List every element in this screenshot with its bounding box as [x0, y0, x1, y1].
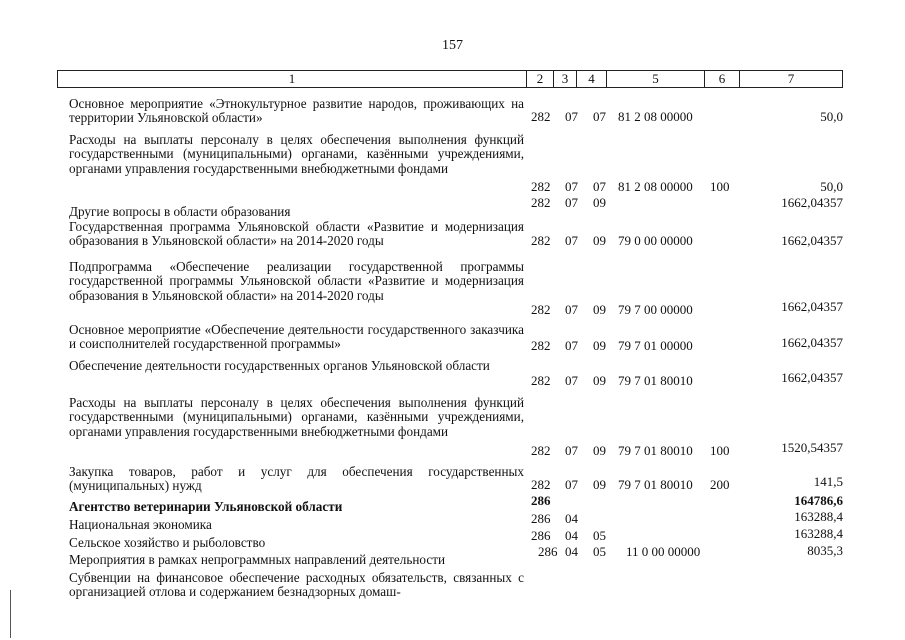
row-description: Основное мероприятие «Этнокультурное развитие народов, проживающих на территории Ульяновской области»: [69, 96, 524, 126]
row-code-section: 07: [565, 443, 578, 458]
row-code-target: 79 0 00 00000: [618, 233, 693, 248]
header-col-4: 4: [588, 71, 595, 86]
row-amount: 8035,3: [807, 543, 843, 558]
row-code-admin: 282: [531, 302, 551, 317]
row-description: Мероприятия в рамках непрограммных направлений деятельности: [69, 552, 446, 567]
row-code-target: 11 0 00 00000: [626, 544, 701, 559]
row-description: Агентство ветеринарии Ульяновской области: [69, 499, 343, 514]
row-code-admin: 286: [531, 528, 551, 543]
row-code-subsection: 05: [593, 544, 606, 559]
row-code-subsection: 07: [593, 179, 606, 194]
row-code-target: 79 7 01 80010: [618, 373, 693, 388]
row-description: Расходы на выплаты персоналу в целях обеспечения выполнения функций государственными (муниципальными) органами, казёнными учреждениями, органами управления государственными внебюджетными фондами: [69, 395, 524, 439]
row-code-section: 07: [565, 195, 578, 210]
row-description: Расходы на выплаты персоналу в целях обеспечения выполнения функций государственными (муниципальными) органами, казёнными учреждениями, органами управления государственными внебюджетными фондами: [69, 132, 524, 176]
row-code-subsection: 09: [593, 338, 606, 353]
row-amount: 1662,04357: [781, 299, 843, 314]
row-amount: 141,5: [813, 474, 843, 489]
table-header: [57, 70, 843, 88]
row-code-subsection: 09: [593, 302, 606, 317]
row-amount: 1662,04357: [781, 195, 843, 210]
row-description: Национальная экономика: [69, 517, 212, 532]
row-code-subsection: 05: [593, 528, 606, 543]
row-code-subsection: 09: [593, 477, 606, 492]
row-amount: 164786,6: [794, 493, 843, 508]
row-code-expense-type: 200: [710, 477, 730, 492]
row-code-target: 79 7 01 80010: [618, 477, 693, 492]
row-code-subsection: 09: [593, 233, 606, 248]
row-amount: 50,0: [820, 179, 843, 194]
row-code-section: 07: [565, 179, 578, 194]
row-code-section: 07: [565, 373, 578, 388]
row-code-section: 07: [565, 302, 578, 317]
row-code-admin: 282: [531, 233, 551, 248]
row-amount: 163288,4: [794, 509, 843, 524]
row-code-admin: 286: [531, 493, 551, 508]
header-col-1: 1: [288, 71, 296, 86]
row-code-admin: 286: [538, 544, 558, 559]
row-code-expense-type: 100: [710, 179, 730, 194]
row-code-admin: 282: [531, 179, 551, 194]
header-col-6: 6: [718, 71, 726, 86]
row-code-admin: 282: [531, 477, 551, 492]
row-code-admin: 282: [531, 109, 551, 124]
row-code-section: 04: [565, 528, 578, 543]
row-code-target: 81 2 08 00000: [618, 109, 693, 124]
row-code-section: 07: [565, 338, 578, 353]
header-col-7: 7: [787, 71, 795, 86]
row-code-subsection: 09: [593, 373, 606, 388]
row-amount: 1662,04357: [781, 370, 843, 385]
row-description: Основное мероприятие «Обеспечение деятельности государственного заказчика и соисполнителей государственной программы»: [69, 322, 524, 352]
row-code-target: 81 2 08 00000: [618, 179, 693, 194]
header-col-5: 5: [652, 71, 659, 86]
row-code-target: 79 7 00 00000: [618, 302, 693, 317]
row-code-expense-type: 100: [710, 443, 730, 458]
row-description: Государственная программа Ульяновской области «Развитие и модернизация образования в Ульяновской области» на 2014-2020 годы: [69, 219, 524, 249]
row-description: Подпрограмма «Обеспечение реализации государственной программы государственной программы Ульяновской области «Развитие и модернизация образования в Ульяновской области» на 2014-2020 годы: [69, 259, 524, 303]
row-code-section: 07: [565, 109, 578, 124]
row-amount: 1520,54357: [781, 440, 843, 455]
row-description: Субвенции на финансовое обеспечение расходных обязательств, связанных с организацией отлова и содержанием безнадзорных домаш-: [69, 570, 524, 600]
row-code-subsection: 09: [593, 443, 606, 458]
header-col-2: 2: [536, 71, 544, 86]
page-number: 157: [442, 38, 463, 53]
row-amount: 1662,04357: [781, 335, 843, 350]
row-code-section: 07: [565, 477, 578, 492]
row-code-section: 04: [565, 511, 578, 526]
row-code-admin: 286: [531, 511, 551, 526]
row-code-admin: 282: [531, 443, 551, 458]
row-amount: 1662,04357: [781, 233, 843, 248]
row-code-section: 07: [565, 233, 578, 248]
row-amount: 50,0: [820, 109, 843, 124]
row-code-subsection: 07: [593, 109, 606, 124]
row-description: Другие вопросы в области образования: [69, 204, 291, 219]
row-description: Обеспечение деятельности государственных органов Ульяновской области: [69, 358, 490, 373]
row-code-admin: 282: [531, 195, 551, 210]
row-code-admin: 282: [531, 338, 551, 353]
header-col-3: 3: [561, 71, 569, 86]
row-code-section: 04: [565, 544, 578, 559]
scan-margin-line: [10, 590, 11, 638]
row-code-admin: 282: [531, 373, 551, 388]
row-description: Закупка товаров, работ и услуг для обеспечения государственных (муниципальных) нужд: [69, 464, 524, 494]
row-amount: 163288,4: [794, 526, 843, 541]
row-description: Сельское хозяйство и рыболовство: [69, 535, 266, 550]
row-code-subsection: 09: [593, 195, 606, 210]
row-code-target: 79 7 01 80010: [618, 443, 693, 458]
row-code-target: 79 7 01 00000: [618, 338, 693, 353]
